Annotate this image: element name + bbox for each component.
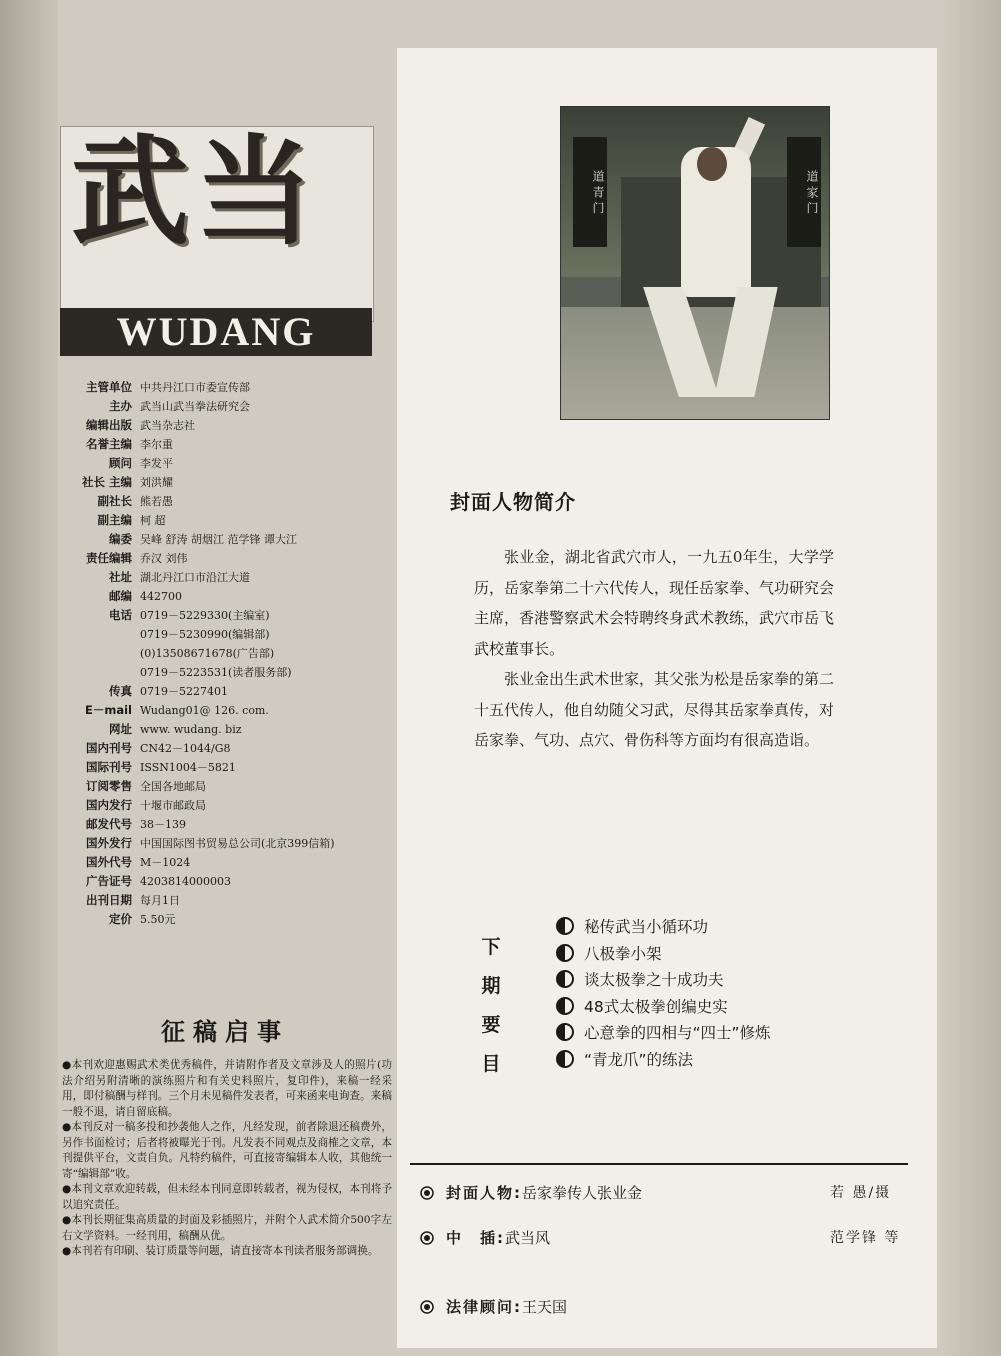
info-label: 国外发行 <box>86 836 132 850</box>
credit-cover-person <box>420 1182 642 1203</box>
cfp-paragraph: ●本刊长期征集高质量的封面及彩插照片，并附个人武术简介500字左右文学资料。一经刊用，稿酬从优。 <box>62 1214 392 1242</box>
bio-paragraph: 张业金出生武术世家，其父张为松是岳家拳的第二十五代传人，他自幼随父习武，尽得其岳家拳真传，对岳家拳、气功、点穴、骨伤科等方面均有很高造诣。 <box>474 670 835 749</box>
info-label: 国内发行 <box>86 798 132 812</box>
info-label: 广告证号 <box>86 874 132 888</box>
info-value: 4203814000003 <box>140 875 231 888</box>
figure-head <box>697 147 727 181</box>
info-value: 0719－5223531(读者服务部) <box>140 666 292 679</box>
info-label: 定价 <box>109 912 132 926</box>
page-left-shadow <box>0 0 58 1356</box>
info-value: 中国国际图书贸易总公司(北京399信箱) <box>140 837 335 850</box>
next-issue-label <box>476 928 506 1084</box>
info-row <box>62 872 392 891</box>
info-value: 5.50元 <box>140 913 176 926</box>
cover-person-bio <box>474 542 834 756</box>
info-row <box>62 644 392 663</box>
info-row <box>62 473 392 492</box>
info-value: www. wudang. biz <box>140 723 242 736</box>
info-row <box>62 834 392 853</box>
half-circle-bullet-icon <box>556 1050 574 1068</box>
info-row <box>62 397 392 416</box>
info-value: 中共丹江口市委宣传部 <box>140 381 250 394</box>
info-value: 武当山武当拳法研究会 <box>140 400 250 413</box>
credit-label: 中 插: <box>446 1229 505 1247</box>
call-for-papers-body <box>62 1058 392 1260</box>
next-issue-label-char: 期 <box>481 975 501 997</box>
next-issue-item: 心意拳的四相与“四士”修炼 <box>556 1019 876 1046</box>
info-row <box>62 815 392 834</box>
info-row <box>62 891 392 910</box>
next-issue-item: 八极拳小架 <box>556 940 876 967</box>
call-for-papers-title: 征稿启事 <box>161 1017 289 1046</box>
info-value: 0719－5227401 <box>140 685 228 698</box>
info-label: 社长 主编 <box>81 475 132 489</box>
info-label: E－mail <box>85 703 132 717</box>
bullseye-icon <box>420 1186 434 1200</box>
info-value: 0719－5229330(主编室) <box>140 609 270 622</box>
masthead <box>60 118 372 358</box>
info-value: CN42－1044/G8 <box>140 742 231 755</box>
cfp-paragraph: ●本刊欢迎惠赐武术类优秀稿件，并请附作者及文章涉及人的照片(功法介绍另附清晰的演练照片和有关史料照片，复印件)，来稿一经采用，即付稿酬与样刊。三个月未见稿件发表者，可来函来电询查。来稿一般不退，请自留底稿。 <box>62 1059 392 1118</box>
credit-value: 王天国 <box>522 1298 568 1316</box>
info-value: 吴峰 舒涛 胡烟江 范学锋 谭大江 <box>140 533 297 546</box>
next-issue-item: 谈太极拳之十成功夫 <box>556 966 876 993</box>
half-circle-bullet-icon <box>556 997 574 1015</box>
info-label: 主办 <box>109 399 132 413</box>
credit-value: 武当风 <box>505 1229 551 1247</box>
info-row <box>62 549 392 568</box>
info-label: 名誉主编 <box>86 437 132 451</box>
info-row <box>62 454 392 473</box>
info-value: 全国各地邮局 <box>140 780 206 793</box>
cfp-paragraph: ●本刊文章欢迎转载，但未经本刊同意即转载者，视为侵权，本刊将予以追究责任。 <box>62 1183 392 1211</box>
cover-person-title: 封面人物简介 <box>450 490 576 514</box>
info-value: 0719－5230990(编辑部) <box>140 628 270 641</box>
info-label <box>62 644 140 663</box>
next-issue-item: 48式太极拳创编史实 <box>556 993 876 1020</box>
info-value: M－1024 <box>140 856 191 869</box>
info-value: ISSN1004－5821 <box>140 761 236 774</box>
info-label: 订阅零售 <box>86 779 132 793</box>
info-value: 442700 <box>140 590 182 603</box>
bullseye-icon <box>420 1231 434 1245</box>
next-issue-label-char: 目 <box>481 1053 501 1075</box>
half-circle-bullet-icon <box>556 970 574 988</box>
info-label: 副社长 <box>97 494 132 508</box>
info-label: 网址 <box>109 722 132 736</box>
info-label: 邮发代号 <box>86 817 132 831</box>
info-label: 邮编 <box>109 589 132 603</box>
info-label: 副主编 <box>97 513 132 527</box>
credit-insert-author: 范学锋 等 <box>830 1230 901 1246</box>
next-issue-list <box>556 913 876 1072</box>
info-label: 编辑出版 <box>86 418 132 432</box>
info-row <box>62 739 392 758</box>
info-row <box>62 796 392 815</box>
magazine-subtitle-bar: WUDANG <box>60 308 372 356</box>
page-right-shadow <box>941 0 1001 1356</box>
cover-person-photo <box>560 106 830 420</box>
info-row <box>62 758 392 777</box>
info-row <box>62 511 392 530</box>
credit-insert <box>420 1227 550 1248</box>
next-issue-label-char: 要 <box>481 1014 501 1036</box>
info-value: 李发平 <box>140 457 173 470</box>
next-issue-label-char: 下 <box>481 936 501 958</box>
info-label: 顾问 <box>109 456 132 470</box>
bullseye-icon <box>420 1300 434 1314</box>
magazine-title-logo: 武当 <box>71 126 320 261</box>
info-label: 出刊日期 <box>86 893 132 907</box>
info-label: 电话 <box>109 608 132 622</box>
info-row <box>62 587 392 606</box>
info-label: 传真 <box>109 684 132 698</box>
info-value: 十堰市邮政局 <box>140 799 206 812</box>
cfp-paragraph: ●本刊若有印刷、装订质量等问题，请直接寄本刊读者服务部调换。 <box>62 1245 379 1257</box>
next-issue-item: 秘传武当小循环功 <box>556 913 876 940</box>
info-row <box>62 568 392 587</box>
half-circle-bullet-icon <box>556 944 574 962</box>
next-issue-item: “青龙爪”的练法 <box>556 1046 876 1073</box>
cfp-paragraph: ●本刊反对一稿多投和抄袭他人之作，凡经发现，前者除退还稿费外，另作书面检讨；后者将被曝光于刊。凡发表不同观点及商榷之文章，本刊提供平台，文责自负。凡特约稿件，可直接寄编辑本人收，其他统一寄“编辑部”收。 <box>62 1121 392 1180</box>
info-row <box>62 378 392 397</box>
info-row <box>62 492 392 511</box>
half-circle-bullet-icon <box>556 1023 574 1041</box>
credit-value: 岳家拳传人张业金 <box>522 1184 643 1202</box>
info-label <box>62 625 140 644</box>
info-value: 湖北丹江口市沿江大道 <box>140 571 250 584</box>
info-row <box>62 606 392 625</box>
info-row <box>62 853 392 872</box>
masthead-info <box>62 378 392 929</box>
info-row <box>62 720 392 739</box>
info-value: 李尔重 <box>140 438 173 451</box>
info-label <box>62 663 140 682</box>
info-label: 社址 <box>109 570 132 584</box>
info-value: 每月1日 <box>140 894 180 907</box>
info-row <box>62 625 392 644</box>
info-row <box>62 435 392 454</box>
credit-photographer: 若 愚/摄 <box>830 1185 892 1201</box>
info-label: 国内刊号 <box>86 741 132 755</box>
info-row <box>62 416 392 435</box>
info-row <box>62 701 392 720</box>
info-value: 38－139 <box>140 818 186 831</box>
photo-banner-left: 道 青 门 <box>573 137 607 247</box>
bio-paragraph: 张业金，湖北省武穴市人，一九五0年生，大学学历，岳家拳第二十六代传人，现任岳家拳、气功研究会主席，香港警察武术会特聘终身武术教练，武穴市岳飞武校董事长。 <box>474 548 835 658</box>
logo-box <box>60 126 374 322</box>
info-row <box>62 530 392 549</box>
info-row <box>62 910 392 929</box>
info-row <box>62 682 392 701</box>
info-value: 武当杂志社 <box>140 419 195 432</box>
info-label: 国际刊号 <box>86 760 132 774</box>
info-row <box>62 663 392 682</box>
credits-divider <box>410 1163 908 1165</box>
info-value: Wudang01@ 126. com. <box>140 704 269 717</box>
info-value: 熊若愚 <box>140 495 173 508</box>
info-value: 刘洪耀 <box>140 476 173 489</box>
credit-legal-advisor <box>420 1296 567 1317</box>
info-label: 国外代号 <box>86 855 132 869</box>
info-value: 柯 超 <box>140 514 166 527</box>
info-row <box>62 777 392 796</box>
half-circle-bullet-icon <box>556 917 574 935</box>
photo-banner-right: 道 家 门 <box>787 137 821 247</box>
info-label: 责任编辑 <box>86 551 132 565</box>
info-value: 乔汉 刘伟 <box>140 552 188 565</box>
info-label: 编委 <box>109 532 132 546</box>
info-value: (0)13508671678(广告部) <box>140 647 275 660</box>
info-label: 主管单位 <box>86 380 132 394</box>
credit-label: 封面人物: <box>446 1184 522 1202</box>
credit-label: 法律顾问: <box>446 1298 522 1316</box>
